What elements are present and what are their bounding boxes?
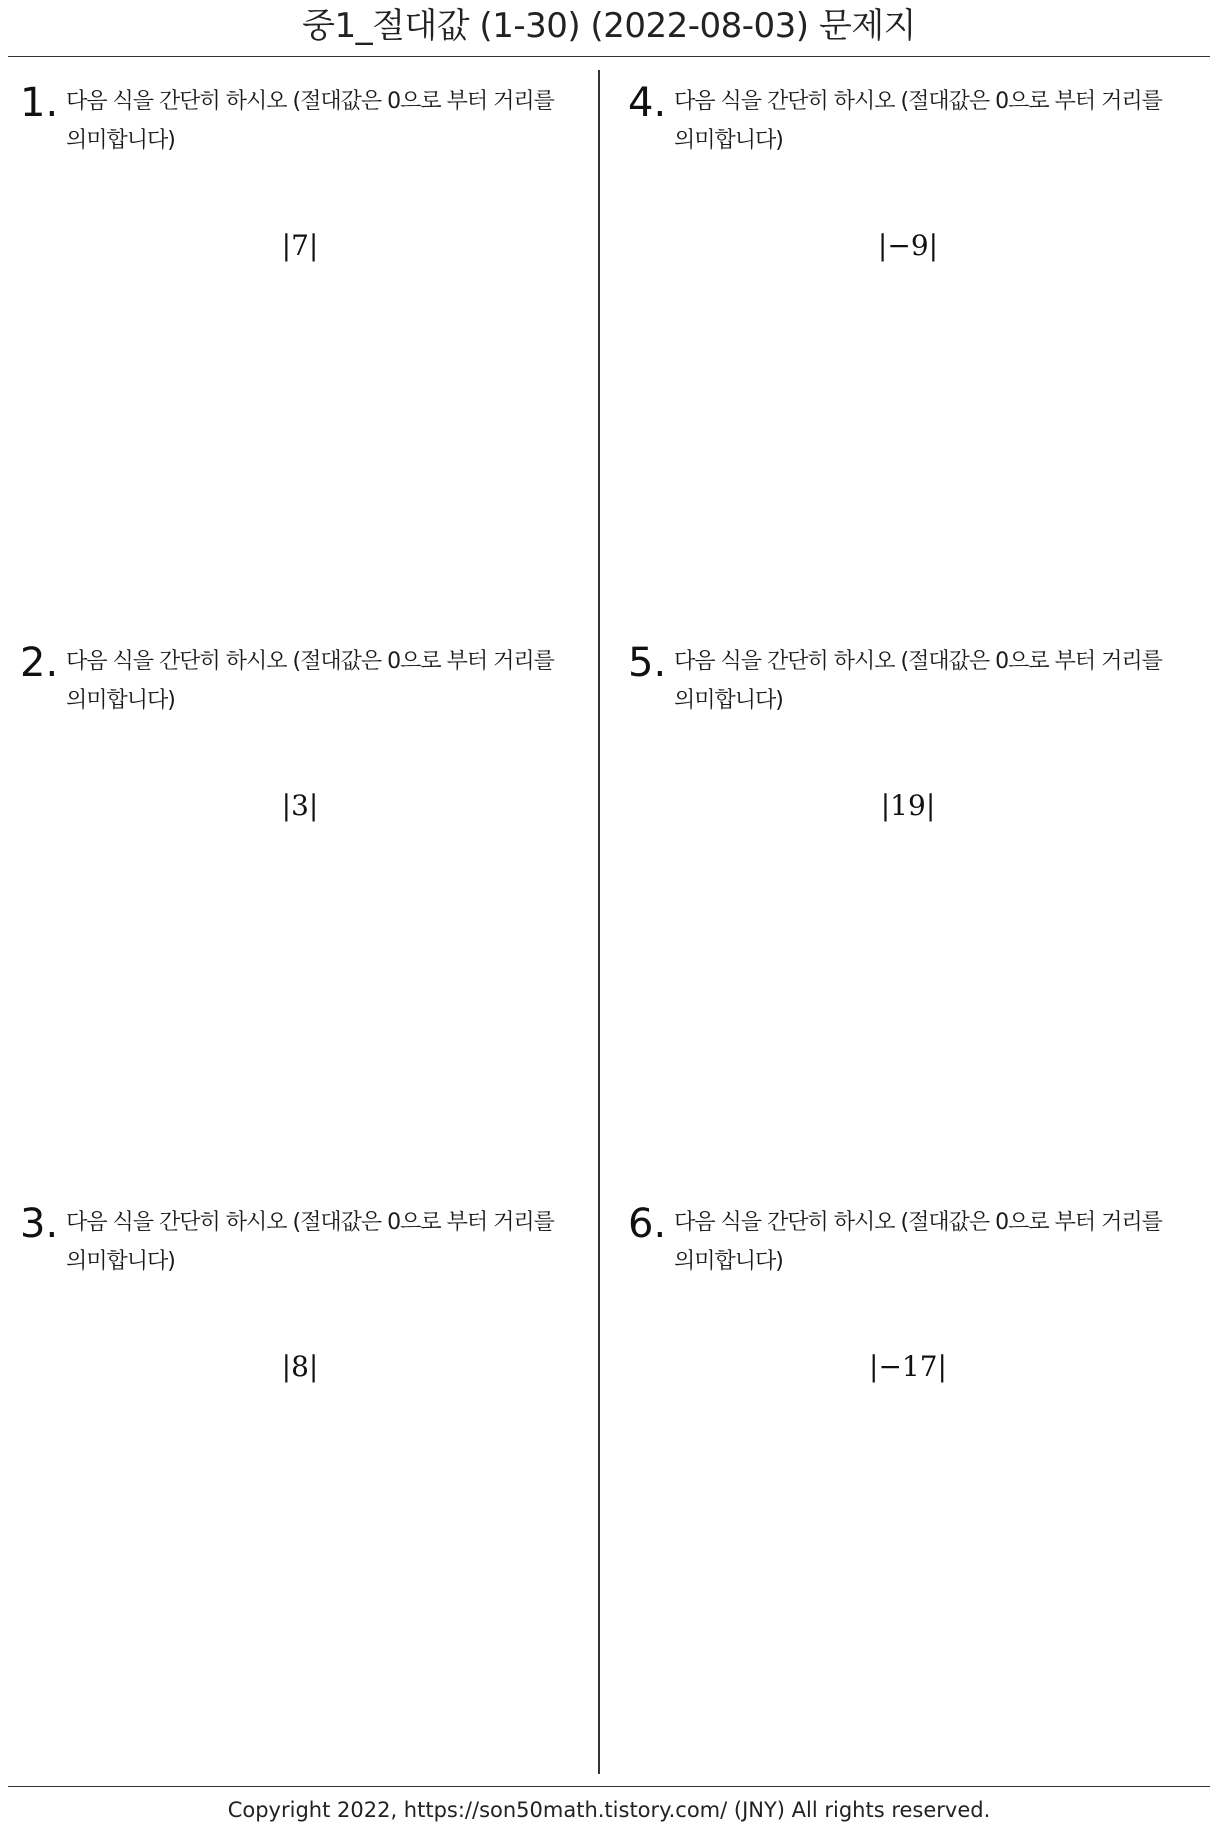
problem-number: 1. <box>20 80 59 126</box>
problem-prompt: 다음 식을 간단히 하시오 (절대값은 0으로 부터 거리를 의미합니다) <box>674 1210 1162 1274</box>
problem-expression: |8| <box>281 1350 319 1383</box>
problem-prompt: 다음 식을 간단히 하시오 (절대값은 0으로 부터 거리를 의미합니다) <box>674 89 1162 153</box>
problem-prompt: 다음 식을 간단히 하시오 (절대값은 0으로 부터 거리를 의미합니다) <box>674 649 1162 713</box>
problem-prompt: 다음 식을 간단히 하시오 (절대값은 0으로 부터 거리를 의미합니다) <box>66 649 554 713</box>
page-title: 중1_절대값 (1-30) (2022-08-03) 문제지 <box>302 6 916 46</box>
header-divider <box>8 56 1210 57</box>
problem-expression: |−9| <box>877 229 939 262</box>
problem-prompt: 다음 식을 간단히 하시오 (절대값은 0으로 부터 거리를 의미합니다) <box>66 89 554 153</box>
problem-expression: |19| <box>880 789 936 822</box>
problem-expression: |−17| <box>869 1350 947 1383</box>
problem-number: 6. <box>628 1201 667 1247</box>
problem-number: 5. <box>628 640 667 686</box>
problem-number: 2. <box>20 640 59 686</box>
problem-number: 4. <box>628 80 667 126</box>
footer-divider <box>8 1786 1210 1787</box>
problem-expression: |3| <box>281 789 319 822</box>
column-divider <box>598 70 600 1774</box>
copyright-footer: Copyright 2022, https://son50math.tistory.com/ (JNY) All rights reserved. <box>227 1798 991 1822</box>
problem-prompt: 다음 식을 간단히 하시오 (절대값은 0으로 부터 거리를 의미합니다) <box>66 1210 554 1274</box>
problem-number: 3. <box>20 1201 59 1247</box>
problem-expression: |7| <box>281 229 319 262</box>
